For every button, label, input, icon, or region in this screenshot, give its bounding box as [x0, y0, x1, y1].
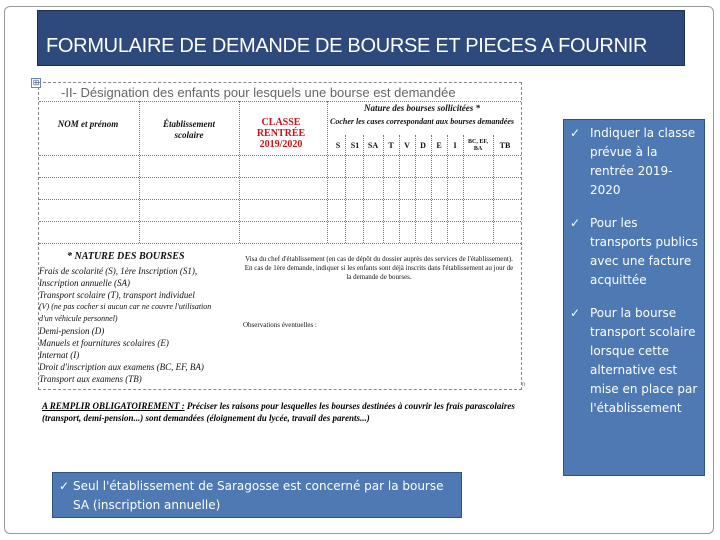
expand-icon[interactable]: ⊞ [32, 78, 40, 87]
nature-item: Frais de scolarité (S), 1ère Inscription (S1), [39, 266, 198, 276]
code-t: T [388, 141, 394, 150]
grid-line [39, 221, 521, 222]
nature-item: Transport scolaire (T), transport individuel [39, 290, 195, 300]
callout-item [570, 304, 700, 418]
checkmark-icon: ✓ [59, 479, 70, 493]
code-s: S [335, 141, 341, 150]
grid-line [363, 135, 364, 243]
header-nom: NOM et prénom [57, 119, 119, 129]
checkmark-icon: ✓ [570, 216, 581, 230]
grid-line [447, 135, 448, 243]
grid-line [463, 135, 464, 243]
slide-title-bar [37, 10, 685, 66]
grid-line [39, 155, 521, 156]
code-d: D [420, 141, 426, 150]
header-cocher: Cocher les cases correspondant aux bourses demandées [329, 117, 514, 126]
grid-line [39, 101, 521, 102]
code-s1: S1 [350, 141, 360, 150]
nature-item: d'un véhicule personnel) [39, 314, 118, 323]
code-tb: TB [499, 141, 511, 150]
code-i: I [453, 141, 457, 150]
corner-mark: n [522, 382, 526, 388]
nature-item: Manuels et fournitures scolaires (E) [39, 338, 169, 348]
nature-title: * NATURE DES BOURSES [67, 251, 185, 262]
mandatory-note [42, 400, 542, 424]
nature-item: Droit d'inscription aux examens (BC, EF, BA) [39, 362, 204, 372]
grid-line [39, 243, 521, 244]
grid-line [383, 135, 384, 243]
grid-line [415, 135, 416, 243]
callout-item [570, 124, 700, 200]
grid-line [39, 177, 521, 178]
mandatory-title: A REMPLIR OBLIGATOIREMENT : [42, 401, 185, 411]
grid-line [431, 135, 432, 243]
grid-line [39, 199, 521, 200]
code-v: V [404, 141, 410, 150]
visa-text: Visa du chef d'établissement (en cas de dépôt du dossier auprès des services de l'établissement). En cas de 1ère demande, indiquer si les enfants sont déjà inscrits dans l'établissement au jour de la demande de bourses. [244, 255, 514, 281]
grid-line [345, 135, 346, 243]
code-bc-ef-ba: BC, EF, BA [468, 139, 488, 152]
callout-text: Seul l'établissement de Saragosse est concerné par la bourse SA (inscription annuelle) [73, 479, 444, 512]
checkmark-icon: ✓ [570, 126, 581, 140]
code-sa: SA [367, 141, 379, 150]
callout-item [570, 214, 700, 290]
grid-line [493, 135, 494, 243]
code-e: E [436, 141, 442, 150]
callout-bottom [52, 472, 462, 518]
form-section-title: -II- Désignation des enfants pour lesquels une bourse est demandée [61, 85, 456, 100]
nature-item: Inscription annuelle (SA) [39, 278, 130, 288]
nature-item: Demi-pension (D) [39, 326, 105, 336]
callout-text: Pour la bourse transport scolaire lorsque cette alternative est mise en place par l'établissement [590, 306, 698, 415]
callout-text: Indiquer la classe prévue à la rentrée 2019-2020 [590, 126, 696, 197]
nature-item: Transport aux examens (TB) [39, 374, 142, 384]
checkmark-icon: ✓ [570, 306, 581, 320]
nature-list [39, 265, 239, 385]
header-etablissement: Établissement scolaire [162, 119, 215, 140]
header-nature: Nature des bourses sollicitées * [364, 103, 480, 113]
slide-title: FORMULAIRE DE DEMANDE DE BOURSE ET PIECES A FOURNIR [46, 35, 648, 57]
observations-label: Observations éventuelles : [243, 321, 317, 329]
scholarship-form-image [38, 82, 522, 390]
nature-item: (V) (ne pas cocher si aucun car ne couvre l'utilisation [39, 302, 212, 311]
callout-text: Pour les transports publics avec une facture acquittée [590, 216, 698, 287]
nature-item: Internat (I) [39, 350, 80, 360]
grid-line [399, 135, 400, 243]
header-classe: CLASSE RENTRÉE 2019/2020 [256, 117, 306, 150]
callout-right [563, 119, 705, 476]
mandatory-text: Préciser les raisons pour lesquelles les bourses destinées à couvrir les frais parascolaires (transport, demi-pension...) sont demandées (éloignement du lycée, travail des parents...) [42, 401, 515, 423]
